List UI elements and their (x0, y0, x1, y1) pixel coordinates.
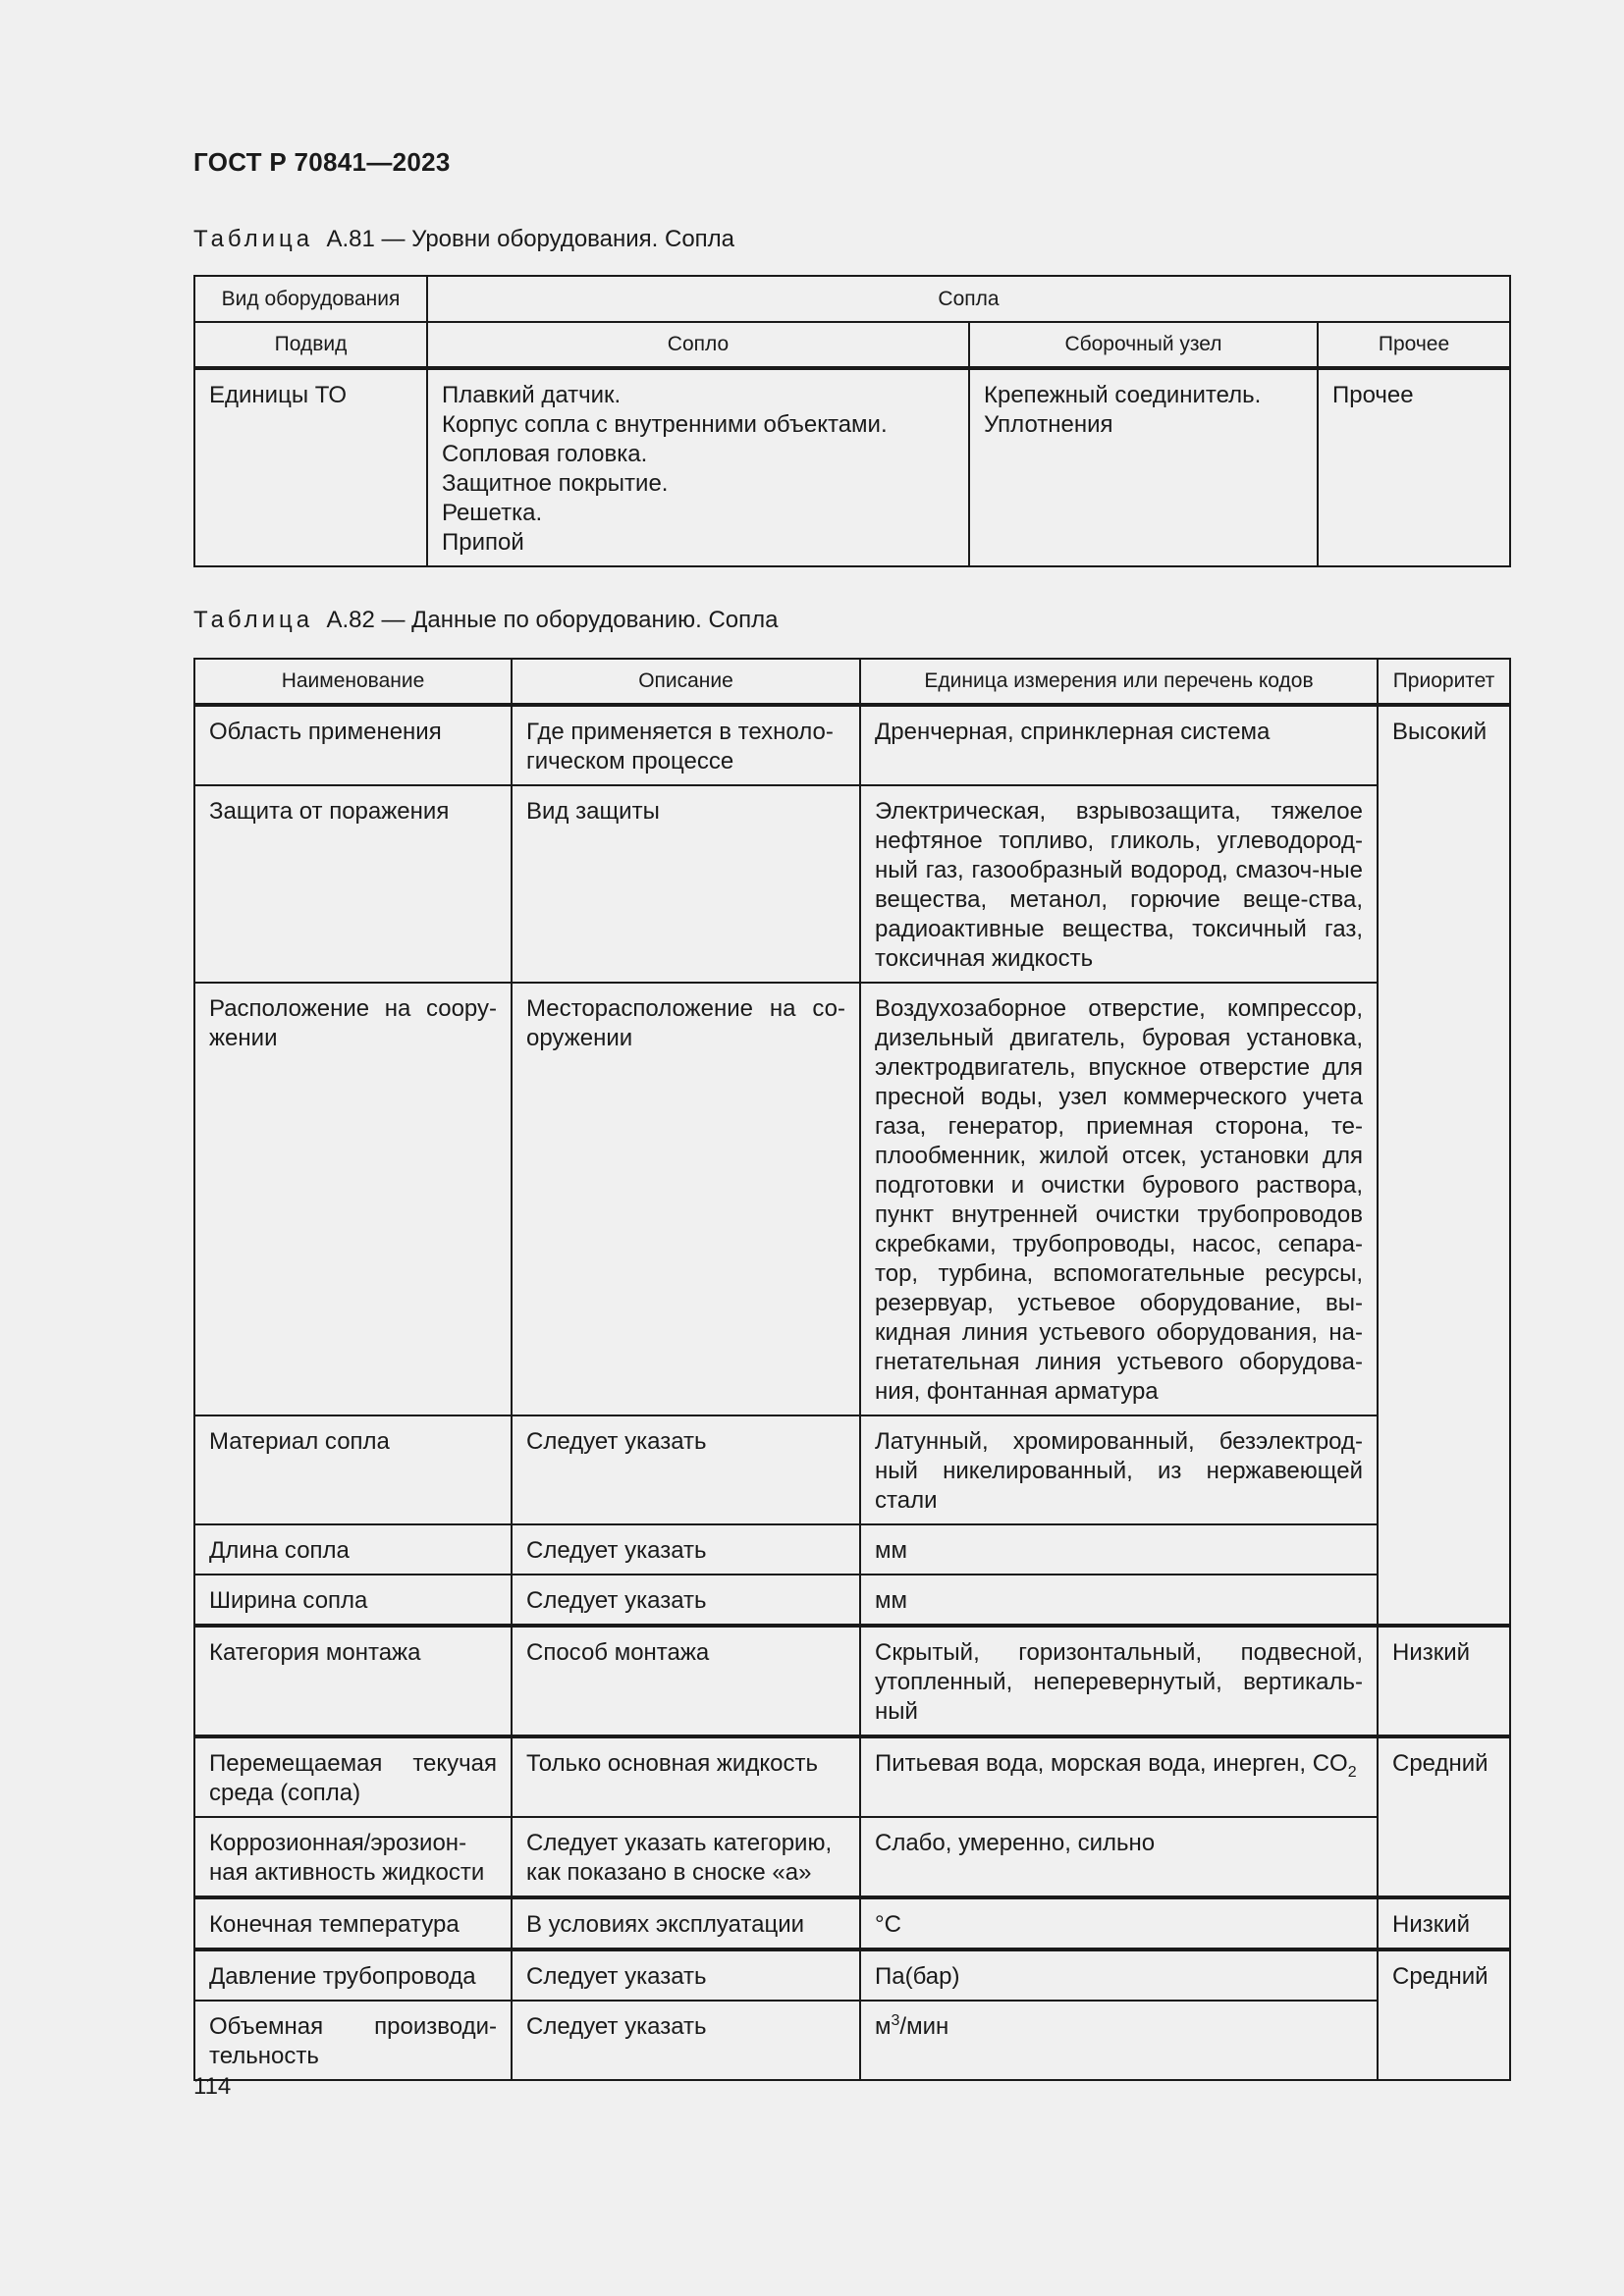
cell-name: Ширина сопла (194, 1575, 512, 1626)
cell-name: Объемная производи-тельность (194, 2001, 512, 2080)
unit-text: Питьевая вода, морская вода, инерген, CO (875, 1750, 1348, 1777)
list-item: Сопловая головка. (442, 441, 648, 467)
table81-assembly-items (969, 368, 1318, 566)
cell-unit: Слабо, умеренно, сильно (860, 1817, 1378, 1897)
table81-nozzle-items (427, 368, 969, 566)
table81-caption-text: А.81 — Уровни оборудования. Сопла (326, 226, 735, 252)
cell-priority: Средний (1378, 1949, 1510, 2080)
cell-description: Где применяется в техноло-гическом процессе (512, 705, 860, 785)
cell-name: Длина сопла (194, 1524, 512, 1575)
unit-text: м (875, 2013, 892, 2040)
table-row (194, 1897, 1510, 1949)
table82-caption-prefix: Таблица (193, 607, 314, 633)
table81-other-value: Прочее (1318, 368, 1510, 566)
table-row (194, 1949, 1510, 2001)
cell-unit: мм (860, 1575, 1378, 1626)
table81-h-nozzle: Сопло (427, 322, 969, 368)
cell-description: Только основная жидкость (512, 1736, 860, 1817)
cell-description: Следует указать (512, 1949, 860, 2001)
cell-description: Следует указать (512, 1415, 860, 1524)
unit-subscript: 2 (1347, 1763, 1357, 1781)
cell-name: Область применения (194, 705, 512, 785)
cell-unit: Воздухозаборное отверстие, компрессор, дизельный двигатель, буровая установка, электродвигатель, впускное отверстие для пресной воды, узел коммерческого учета газа, генератор, приемная сторона, те-плообменник, жилой отсек, установки для подготовки и очистки бурового раствора, пункт внутренней очистки трубопроводов скребками, трубопроводы, насос, сепара-тор, турбина, вспомогательные ресурсы, резервуар, устьевое оборудование, вы-кидная линия устьевого оборудования, на-гнетательная линия устьевого оборудова-ния, фонтанная арматура (860, 983, 1378, 1415)
cell-priority: Низкий (1378, 1897, 1510, 1949)
table81-h-equipment-type: Вид оборудования (194, 276, 427, 322)
table82-caption-text: А.82 — Данные по оборудованию. Сопла (326, 607, 779, 633)
table81-h-subtype: Подвид (194, 322, 427, 368)
cell-unit: Скрытый, горизонтальный, подвесной, утопленный, неперевернутый, вертикаль-ный (860, 1626, 1378, 1736)
unit-superscript: 3 (891, 2012, 900, 2029)
table81-caption (193, 226, 734, 253)
standard-header: ГОСТ Р 70841—2023 (193, 147, 451, 177)
cell-name: Конечная температура (194, 1897, 512, 1949)
table-row (194, 1415, 1510, 1524)
table-row (194, 705, 1510, 785)
table81-h-assembly: Сборочный узел (969, 322, 1318, 368)
cell-unit (860, 2001, 1378, 2080)
list-item: Уплотнения (984, 411, 1113, 438)
cell-unit: Электрическая, взрывозащита, тяжелое нефтяное топливо, гликоль, углеводород-ный газ, газообразный водород, смазоч-ные вещества, метанол, горючие веще-ства, радиоактивные вещества, токсичный газ, токсичная жидкость (860, 785, 1378, 983)
cell-description: Способ монтажа (512, 1626, 860, 1736)
table81-row-label: Единицы ТО (194, 368, 427, 566)
cell-description: Следует указать (512, 2001, 860, 2080)
table81-caption-prefix: Таблица (193, 226, 314, 252)
table-row (194, 1626, 1510, 1736)
cell-unit: °С (860, 1897, 1378, 1949)
table-row (194, 1736, 1510, 1817)
table-row (194, 1817, 1510, 1897)
cell-unit: Латунный, хромированный, безэлектрод-ный никелированный, из нержавеющей стали (860, 1415, 1378, 1524)
cell-description: Следует указать (512, 1524, 860, 1575)
cell-description: Вид защиты (512, 785, 860, 983)
cell-description: Следует указать категорию, как показано в сноске «а» (512, 1817, 860, 1897)
table82-h-unit: Единица измерения или перечень кодов (860, 659, 1378, 705)
cell-description: Месторасположение на со-оружении (512, 983, 860, 1415)
cell-priority: Низкий (1378, 1626, 1510, 1736)
cell-unit: Дренчерная, спринклерная система (860, 705, 1378, 785)
table81-h-nozzles: Сопла (427, 276, 1510, 322)
cell-name: Давление трубопровода (194, 1949, 512, 2001)
list-item: Припой (442, 529, 524, 556)
table82-caption (193, 607, 778, 634)
cell-description: Следует указать (512, 1575, 860, 1626)
cell-name: Материал сопла (194, 1415, 512, 1524)
cell-unit: мм (860, 1524, 1378, 1575)
table-row (194, 1575, 1510, 1626)
cell-description: В условиях эксплуатации (512, 1897, 860, 1949)
list-item: Корпус сопла с внутренними объектами. (442, 411, 888, 438)
cell-name: Категория монтажа (194, 1626, 512, 1736)
cell-name: Защита от поражения (194, 785, 512, 983)
list-item: Крепежный соединитель. (984, 382, 1262, 408)
list-item: Плавкий датчик. (442, 382, 622, 408)
list-item: Решетка. (442, 500, 543, 526)
cell-priority: Высокий (1378, 705, 1510, 1626)
cell-name: Расположение на соору-жении (194, 983, 512, 1415)
cell-name: Перемещаемая текучая среда (сопла) (194, 1736, 512, 1817)
table81-h-other: Прочее (1318, 322, 1510, 368)
table81 (193, 275, 1511, 567)
cell-unit: Па(бар) (860, 1949, 1378, 2001)
cell-unit (860, 1736, 1378, 1817)
table-row (194, 785, 1510, 983)
table-row (194, 1524, 1510, 1575)
table-row (194, 2001, 1510, 2080)
table82-h-description: Описание (512, 659, 860, 705)
unit-tail: /мин (899, 2013, 949, 2040)
list-item: Защитное покрытие. (442, 470, 669, 497)
cell-name: Коррозионная/эрозион-ная активность жидкости (194, 1817, 512, 1897)
table82-h-priority: Приоритет (1378, 659, 1510, 705)
cell-priority: Средний (1378, 1736, 1510, 1897)
table-row (194, 983, 1510, 1415)
page-number: 114 (193, 2073, 232, 2100)
table82 (193, 658, 1511, 2081)
table82-h-name: Наименование (194, 659, 512, 705)
